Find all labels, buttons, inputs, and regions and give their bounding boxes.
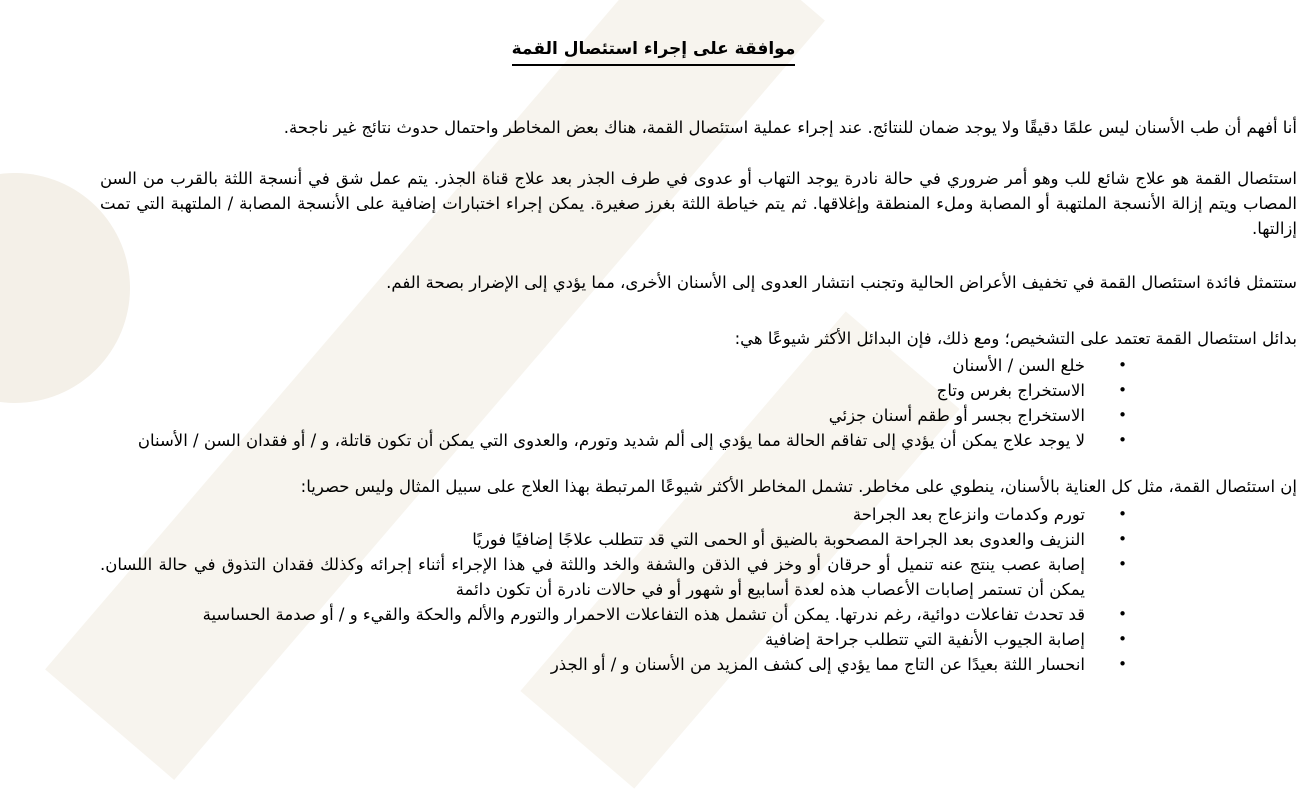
- alternative-item: • الاستخراج بجسر أو طقم أسنان جزئي: [100, 403, 1085, 428]
- risk-item: • النزيف والعدوى بعد الجراحة المصحوبة بالضيق أو الحمى التي قد تتطلب علاجًا إضافيًا فوريًا: [100, 527, 1085, 552]
- document-title: موافقة على إجراء استئصال القمة: [512, 37, 796, 66]
- paragraph-disclaimer: أنا أفهم أن طب الأسنان ليس علمًا دقيقًا ولا يوجد ضمان للنتائج. عند إجراء عملية استئصال القمة، هناك بعض المخاطر واحتمال حدوث نتائج غير ناجحة.: [283, 118, 1297, 137]
- alternatives-list: [100, 353, 1297, 453]
- paragraph-alternatives-intro: بدائل استئصال القمة تعتمد على التشخيص؛ ومع ذلك، فإن البدائل الأكثر شيوعًا هي:: [734, 329, 1297, 348]
- risks-list: [100, 502, 1297, 677]
- risk-item: • إصابة الجيوب الأنفية التي تتطلب جراحة إضافية: [100, 627, 1085, 652]
- alternative-item: • لا يوجد علاج يمكن أن يؤدي إلى تفاقم الحالة مما يؤدي إلى ألم شديد وتورم، والعدوى التي يمكن أن تكون قاتلة، و / أو فقدان السن / الأسنان: [100, 428, 1085, 453]
- title-row: [0, 36, 1307, 66]
- risk-item: • قد تحدث تفاعلات دوائية، رغم ندرتها. يمكن أن تشمل هذه التفاعلات الاحمرار والتورم والألم والحكة والقيء و / أو صدمة الحساسية: [100, 602, 1085, 627]
- risk-item: • تورم وكدمات وانزعاج بعد الجراحة: [100, 502, 1085, 527]
- paragraph-procedure-description: استئصال القمة هو علاج شائع للب وهو أمر ضروري في حالة نادرة يوجد التهاب أو عدوى في طرف الجذر بعد علاج قناة الجذر. يتم عمل شق في أنسجة اللثة بالقرب من السن المصاب ويتم إزالة الأنسجة الملتهبة أو المصابة وملء المنطقة وإغلاقها. ثم يتم خياطة اللثة بغرز صغيرة. يمكن إجراء اختبارات إضافية على الأنسجة المصابة / الملتهبة التي تمت إزالتها.: [100, 169, 1297, 238]
- alternative-item: • خلع السن / الأسنان: [100, 353, 1085, 378]
- paragraph-risks-intro: إن استئصال القمة، مثل كل العناية بالأسنان، ينطوي على مخاطر. تشمل المخاطر الأكثر شيوعًا المرتبطة بهذا العلاج على سبيل المثال وليس حصريا:: [300, 477, 1297, 496]
- risk-item: • إصابة عصب ينتج عنه تنميل أو حرقان أو وخز في الذقن والشفة والخد واللثة في هذا الإجراء أثناء إجرائه وكذلك فقدان التذوق في حالة اللسان. يمكن أن تستمر إصابات الأعصاب هذه لعدة أسابيع أو شهور أو في حالات نادرة أن تكون دائمة: [100, 552, 1085, 602]
- risk-item: • انحسار اللثة بعيدًا عن التاج مما يؤدي إلى كشف المزيد من الأسنان و / أو الجذر: [100, 652, 1085, 677]
- alternative-item: • الاستخراج بغرس وتاج: [100, 378, 1085, 403]
- paragraph-benefit: ستتمثل فائدة استئصال القمة في تخفيف الأعراض الحالية وتجنب انتشار العدوى إلى الأسنان الأخرى، مما يؤدي إلى الإضرار بصحة الفم.: [386, 273, 1297, 292]
